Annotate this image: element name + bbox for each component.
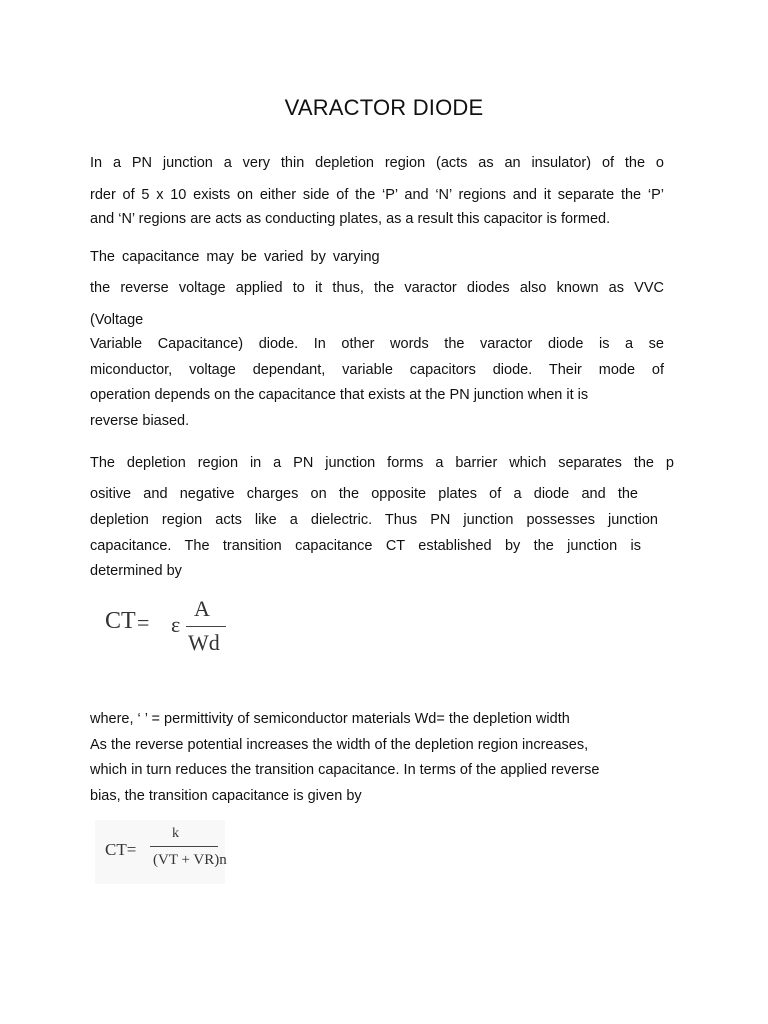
formula1-lhs: CT [105,608,136,634]
p1-line-3: and ‘N’ regions are acts as conducting plates, as a result this capacitor is formed. [90,211,611,227]
p2-line-6: operation depends on the capacitance that exists at the PN junction when it is [90,387,589,403]
p4-line-4: bias, the transition capacitance is given by [90,788,362,804]
formula2-lhs: CT= [105,840,137,859]
p3-line-3: depletion region acts like a dielectric. Thus PN junction possesses junction [90,512,658,528]
page-title: VARACTOR DIODE [284,95,484,120]
p2-line-4: Variable Capacitance) diode. In other words the varactor diode is a se [90,336,664,352]
p1-line-2: rder of 5 x 10 exists on either side of the ‘P’ and ‘N’ regions and it separate the ‘P’ [90,187,664,203]
formula1-denominator: Wd [188,630,220,655]
p2-line-3: (Voltage [90,312,144,328]
p2-line-5: miconductor, voltage dependant, variable capacitors diode. Their mode of [90,362,664,378]
formula1-numerator: A [194,596,210,621]
formula1-fraction-bar [186,626,226,627]
p4-line-1: where, ‘ ’ = permittivity of semiconductor materials Wd= the depletion width [90,711,570,727]
p4-line-2: As the reverse potential increases the width of the depletion region increases, [90,737,589,753]
p2-line-2: the reverse voltage applied to it thus, the varactor diodes also known as VVC [90,280,664,296]
p2-line-7: reverse biased. [90,413,190,429]
p4-line-3: which in turn reduces the transition capacitance. In terms of the applied reverse [90,762,600,778]
p3-line-1: The depletion region in a PN junction forms a barrier which separates the p [90,455,674,471]
p1-line-1: In a PN junction a very thin depletion region (acts as an insulator) of the o [90,155,664,171]
formula2-numerator: k [172,826,179,841]
formula1-epsilon: ε [171,612,181,637]
p3-line-2: ositive and negative charges on the opposite plates of a diode and the [90,486,638,502]
formula1-equals: = [137,610,150,635]
formula2-fraction-bar [150,846,218,847]
p3-line-5: determined by [90,563,182,579]
p3-line-4: capacitance. The transition capacitance CT established by the junction is [90,538,641,554]
formula2-denominator: (VT + VR)n [153,852,227,868]
p2-line-1: The capacitance may be varied by varying [90,249,380,265]
